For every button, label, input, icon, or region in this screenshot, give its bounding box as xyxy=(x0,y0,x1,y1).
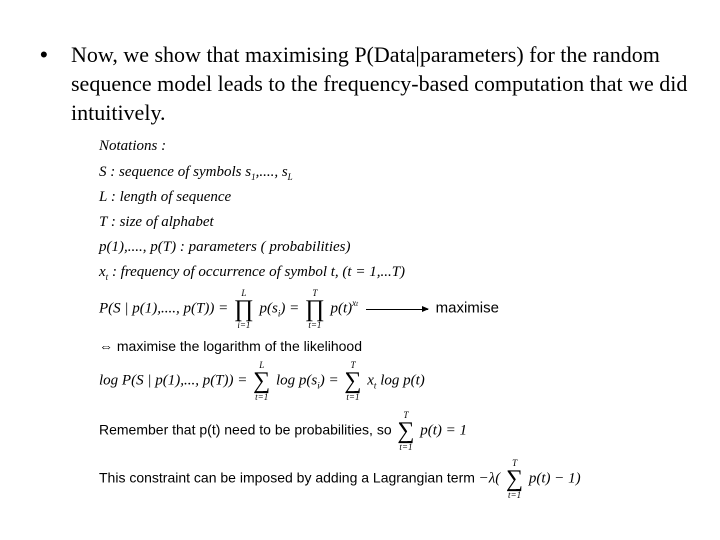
sum-operator-4: T ∑ t=1 xyxy=(506,458,524,500)
sum-operator-2: T ∑ t=1 xyxy=(344,360,362,402)
bullet-text: Now, we show that maximising P(Data|parameters) for the random sequence model leads to the frequency-based computation that we did intuitively. xyxy=(71,42,688,125)
notation-t: T : size of alphabet xyxy=(99,214,214,230)
sum-operator: L ∑ t=1 xyxy=(253,360,271,402)
notations-heading: Notations : xyxy=(99,138,167,154)
notation-x: $x_t$ : frequency of occurrence of symbol t, (t = 1,...T) xyxy=(99,264,406,282)
product-operator: L ∏ i=1 xyxy=(233,288,254,330)
probability-constraint: Remember that p(t) need to be probabilities, so T ∑ t=1 p(t) = 1 xyxy=(99,410,467,452)
equivalence-line: ⇔ maximise the logarithm of the likelihood xyxy=(99,338,363,354)
bullet-point xyxy=(40,40,690,127)
lagrangian-line: This constraint can be imposed by adding a Lagrangian term −λ( T ∑ t=1 p(t) − 1) xyxy=(99,458,581,500)
right-arrow-icon xyxy=(366,309,428,310)
notation-s: S : sequence of symbols $s_1$,...., $s_L$ xyxy=(99,164,293,182)
likelihood-equation: P(S | p(1),...., p(T)) = L ∏ i=1 $p(s_i)$ = T ∏ t=1 $p(t)^{xt}$ maximise xyxy=(99,288,499,330)
log-likelihood-equation: log P(S | p(1),..., p(T)) = L ∑ t=1 $\log p(s_i)$ = T ∑ t=1 $x_t$ log p(t) xyxy=(99,360,425,402)
notation-l: L : length of sequence xyxy=(99,189,232,205)
notation-p: p(1),...., p(T) : parameters ( probabilities) xyxy=(99,239,351,255)
bullet-dot-icon: • xyxy=(40,42,48,67)
sum-operator-3: T ∑ t=1 xyxy=(397,410,415,452)
product-operator-2: T ∏ t=1 xyxy=(304,288,325,330)
